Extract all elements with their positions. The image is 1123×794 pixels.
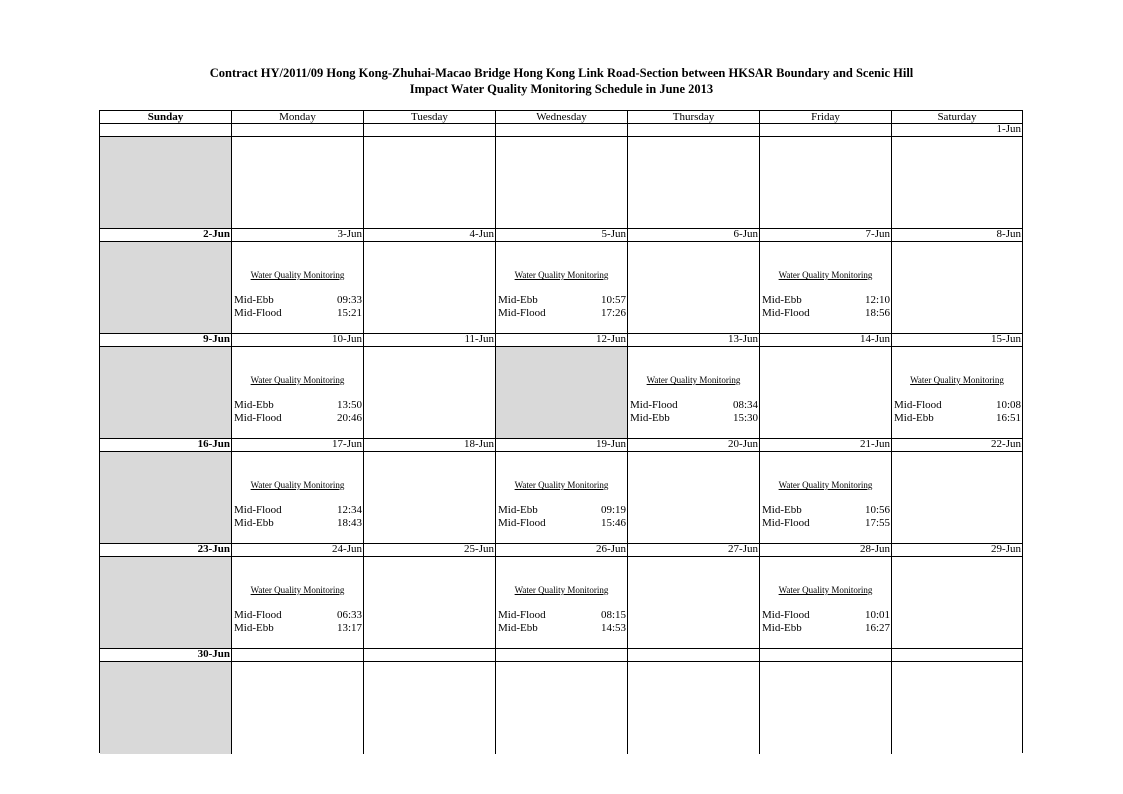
monitoring-label: Water Quality Monitoring [778,480,873,490]
tide-name: Mid-Flood [498,609,546,621]
day-cell[interactable] [760,242,892,334]
tide-row [234,517,362,530]
day-cell[interactable] [892,242,1022,334]
tide-row [762,307,890,320]
tide-time: 15:46 [600,517,626,529]
date-label: 30-Jun [100,649,232,662]
date-label: 13-Jun [628,334,760,347]
tide-time: 09:33 [336,294,362,306]
date-label: 1-Jun [892,124,1022,137]
day-cell[interactable] [760,662,892,754]
day-cell[interactable] [892,557,1022,649]
tide-row [894,399,1021,412]
tide-row [630,399,758,412]
tide-name: Mid-Flood [894,399,942,411]
day-cell[interactable] [364,242,496,334]
day-cell[interactable] [496,452,628,544]
date-label [232,124,364,137]
day-cell[interactable] [628,137,760,229]
date-label: 6-Jun [628,229,760,242]
date-label: 10-Jun [232,334,364,347]
date-label: 5-Jun [496,229,628,242]
date-label: 16-Jun [100,439,232,452]
tide-time: 15:21 [336,307,362,319]
tide-row [498,307,626,320]
tide-time: 13:17 [336,622,362,634]
day-header-thursday: Thursday [628,111,760,124]
day-cell[interactable] [100,557,232,649]
day-cell[interactable] [232,347,364,439]
tide-row [234,399,362,412]
date-label: 25-Jun [364,544,496,557]
date-label: 27-Jun [628,544,760,557]
tide-name: Mid-Ebb [762,504,802,516]
date-label: 21-Jun [760,439,892,452]
day-header-wednesday: Wednesday [496,111,628,124]
tide-name: Mid-Flood [762,517,810,529]
day-cell[interactable] [496,662,628,754]
day-cell[interactable] [100,242,232,334]
date-label: 15-Jun [892,334,1022,347]
tide-name: Mid-Ebb [630,412,670,424]
tide-row [234,609,362,622]
tide-row [234,412,362,425]
date-label: 11-Jun [364,334,496,347]
day-cell[interactable] [232,242,364,334]
monitoring-label: Water Quality Monitoring [514,270,609,280]
tide-time: 08:15 [600,609,626,621]
page-title [0,65,1123,97]
date-label: 29-Jun [892,544,1022,557]
tide-time: 08:34 [732,399,758,411]
tide-time: 16:51 [995,412,1021,424]
day-cell[interactable] [364,137,496,229]
date-label: 23-Jun [100,544,232,557]
title-line-2: Impact Water Quality Monitoring Schedule in June 2013 [409,82,714,96]
day-cell[interactable] [892,137,1022,229]
day-header-friday: Friday [760,111,892,124]
tide-row [498,504,626,517]
day-cell[interactable] [760,347,892,439]
day-cell[interactable] [496,242,628,334]
day-cell[interactable] [892,452,1022,544]
monitoring-label: Water Quality Monitoring [646,375,741,385]
tide-name: Mid-Flood [234,504,282,516]
monitoring-label: Water Quality Monitoring [250,480,345,490]
day-cell[interactable] [100,347,232,439]
tide-row [762,517,890,530]
date-label: 20-Jun [628,439,760,452]
monthly-calendar [99,110,1023,753]
day-cell[interactable] [628,347,760,439]
date-label: 26-Jun [496,544,628,557]
tide-name: Mid-Ebb [234,399,274,411]
tide-row [498,294,626,307]
tide-row [234,504,362,517]
day-cell[interactable] [100,137,232,229]
tide-time: 17:55 [864,517,890,529]
date-label: 8-Jun [892,229,1022,242]
day-cell[interactable] [232,137,364,229]
tide-name: Mid-Ebb [498,294,538,306]
date-label: 3-Jun [232,229,364,242]
tide-time: 12:34 [336,504,362,516]
monitoring-label: Water Quality Monitoring [514,480,609,490]
day-cell[interactable] [100,662,232,754]
tide-row [498,517,626,530]
tide-row [894,412,1021,425]
monitoring-label: Water Quality Monitoring [250,270,345,280]
monitoring-label: Water Quality Monitoring [910,375,1004,385]
date-label [100,124,232,137]
date-label: 18-Jun [364,439,496,452]
day-header-saturday: Saturday [892,111,1022,124]
date-label: 14-Jun [760,334,892,347]
tide-name: Mid-Ebb [234,622,274,634]
day-cell[interactable] [760,137,892,229]
monitoring-label: Water Quality Monitoring [778,270,873,280]
date-label [364,124,496,137]
day-cell[interactable] [892,662,1022,754]
tide-time: 09:19 [600,504,626,516]
date-label [628,649,760,662]
day-cell[interactable] [364,557,496,649]
tide-name: Mid-Ebb [498,622,538,634]
day-cell[interactable] [892,347,1022,439]
date-label: 12-Jun [496,334,628,347]
tide-name: Mid-Ebb [234,517,274,529]
tide-row [234,622,362,635]
date-label [496,649,628,662]
tide-name: Mid-Flood [762,609,810,621]
date-label: 22-Jun [892,439,1022,452]
day-cell[interactable] [364,452,496,544]
tide-time: 18:56 [864,307,890,319]
monitoring-label: Water Quality Monitoring [250,585,345,595]
day-cell[interactable] [760,557,892,649]
tide-name: Mid-Ebb [762,294,802,306]
tide-row [762,609,890,622]
tide-time: 18:43 [336,517,362,529]
date-label: 4-Jun [364,229,496,242]
tide-time: 10:08 [995,399,1021,411]
title-line-1: Contract HY/2011/09 Hong Kong-Zhuhai-Macao Bridge Hong Kong Link Road-Section between HKSAR Boundary and Scenic Hill [209,66,914,80]
date-label: 7-Jun [760,229,892,242]
day-cell[interactable] [496,557,628,649]
tide-row [762,622,890,635]
tide-row [762,504,890,517]
date-label [232,649,364,662]
day-cell[interactable] [496,137,628,229]
tide-time: 16:27 [864,622,890,634]
date-label: 24-Jun [232,544,364,557]
tide-name: Mid-Flood [498,307,546,319]
day-cell[interactable] [232,662,364,754]
monitoring-label: Water Quality Monitoring [514,585,609,595]
tide-time: 13:50 [336,399,362,411]
tide-name: Mid-Ebb [498,504,538,516]
day-header-sunday: Sunday [100,111,232,124]
tide-row [234,294,362,307]
day-cell[interactable] [628,557,760,649]
day-header-tuesday: Tuesday [364,111,496,124]
date-label: 28-Jun [760,544,892,557]
date-label [892,649,1022,662]
day-cell[interactable] [232,452,364,544]
tide-time: 10:56 [864,504,890,516]
tide-row [234,307,362,320]
date-label: 17-Jun [232,439,364,452]
tide-name: Mid-Flood [234,412,282,424]
tide-name: Mid-Ebb [894,412,934,424]
tide-name: Mid-Ebb [762,622,802,634]
date-label [496,124,628,137]
date-label [760,124,892,137]
tide-row [498,622,626,635]
date-label: 9-Jun [100,334,232,347]
tide-name: Mid-Flood [234,307,282,319]
tide-time: 10:57 [600,294,626,306]
tide-name: Mid-Flood [498,517,546,529]
day-header-monday: Monday [232,111,364,124]
tide-name: Mid-Ebb [234,294,274,306]
tide-row [498,609,626,622]
day-cell[interactable] [760,452,892,544]
date-label [760,649,892,662]
date-label: 2-Jun [100,229,232,242]
tide-time: 14:53 [600,622,626,634]
tide-row [630,412,758,425]
day-cell[interactable] [628,662,760,754]
tide-time: 17:26 [600,307,626,319]
day-cell[interactable] [100,452,232,544]
tide-time: 20:46 [336,412,362,424]
day-cell[interactable] [628,242,760,334]
tide-row [762,294,890,307]
day-cell[interactable] [232,557,364,649]
tide-name: Mid-Flood [234,609,282,621]
day-cell[interactable] [364,662,496,754]
date-label [628,124,760,137]
tide-time: 15:30 [732,412,758,424]
day-cell[interactable] [496,347,628,439]
tide-time: 06:33 [336,609,362,621]
date-label: 19-Jun [496,439,628,452]
date-label [364,649,496,662]
tide-time: 12:10 [864,294,890,306]
tide-name: Mid-Flood [762,307,810,319]
monitoring-label: Water Quality Monitoring [250,375,345,385]
monitoring-label: Water Quality Monitoring [778,585,873,595]
day-cell[interactable] [628,452,760,544]
tide-time: 10:01 [864,609,890,621]
tide-name: Mid-Flood [630,399,678,411]
day-cell[interactable] [364,347,496,439]
